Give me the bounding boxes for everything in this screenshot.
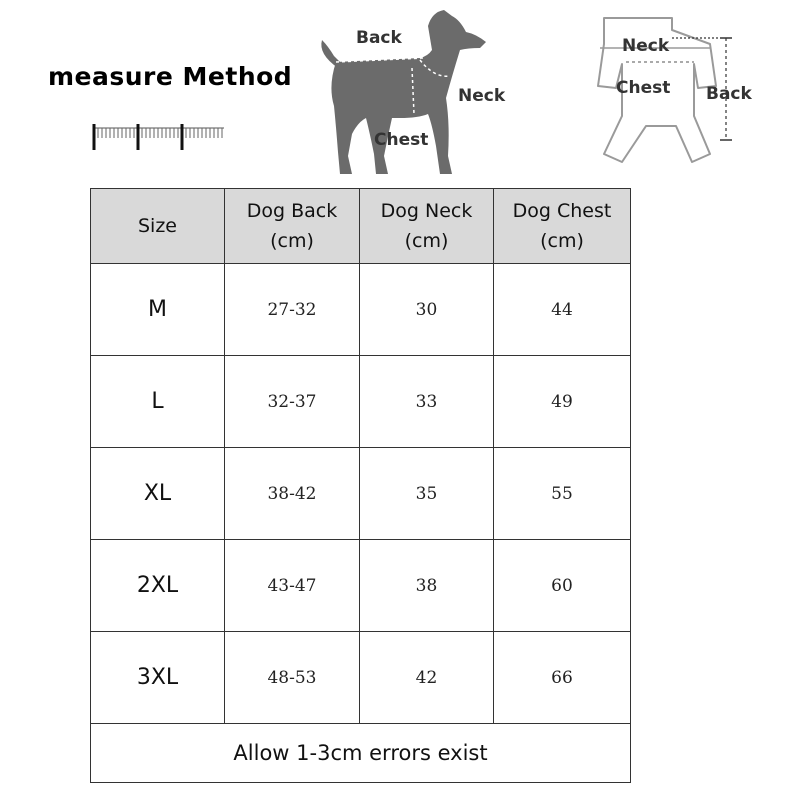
clothes-chest-label: Chest xyxy=(616,78,671,98)
neck-cell: 33 xyxy=(360,356,494,448)
chest-cell: 55 xyxy=(494,448,631,540)
column-header-size: Size xyxy=(91,189,225,264)
chest-cell: 66 xyxy=(494,632,631,724)
dog-measurement-diagram xyxy=(300,6,530,182)
size-cell: L xyxy=(91,356,225,448)
back-cell: 27-32 xyxy=(225,264,360,356)
column-header-dog-neck: Dog Neck (cm) xyxy=(360,189,494,264)
dog-chest-label: Chest xyxy=(374,130,429,150)
column-header-dog-back: Dog Back (cm) xyxy=(225,189,360,264)
chest-cell: 60 xyxy=(494,540,631,632)
size-cell: M xyxy=(91,264,225,356)
size-cell: XL xyxy=(91,448,225,540)
clothes-measurement-diagram xyxy=(560,8,760,178)
back-cell: 32-37 xyxy=(225,356,360,448)
neck-cell: 35 xyxy=(360,448,494,540)
clothes-neck-label: Neck xyxy=(622,36,670,56)
dog-back-label: Back xyxy=(356,28,402,48)
table-row xyxy=(91,540,631,632)
column-header-dog-chest: Dog Chest (cm) xyxy=(494,189,631,264)
table-row xyxy=(91,448,631,540)
ruler-icon xyxy=(92,120,228,154)
tolerance-note: Allow 1-3cm errors exist xyxy=(91,724,631,783)
back-cell: 38-42 xyxy=(225,448,360,540)
dog-neck-label: Neck xyxy=(458,86,506,106)
size-chart-table xyxy=(90,188,631,783)
chest-cell: 44 xyxy=(494,264,631,356)
table-header-row xyxy=(91,189,631,264)
clothes-back-label: Back xyxy=(706,84,752,104)
neck-cell: 42 xyxy=(360,632,494,724)
measure-method-title: measure Method xyxy=(48,62,293,91)
back-cell: 48-53 xyxy=(225,632,360,724)
table-row xyxy=(91,632,631,724)
back-cell: 43-47 xyxy=(225,540,360,632)
neck-cell: 30 xyxy=(360,264,494,356)
table-row xyxy=(91,264,631,356)
table-note-row xyxy=(91,724,631,783)
neck-cell: 38 xyxy=(360,540,494,632)
size-cell: 2XL xyxy=(91,540,225,632)
size-cell: 3XL xyxy=(91,632,225,724)
chest-cell: 49 xyxy=(494,356,631,448)
table-row xyxy=(91,356,631,448)
